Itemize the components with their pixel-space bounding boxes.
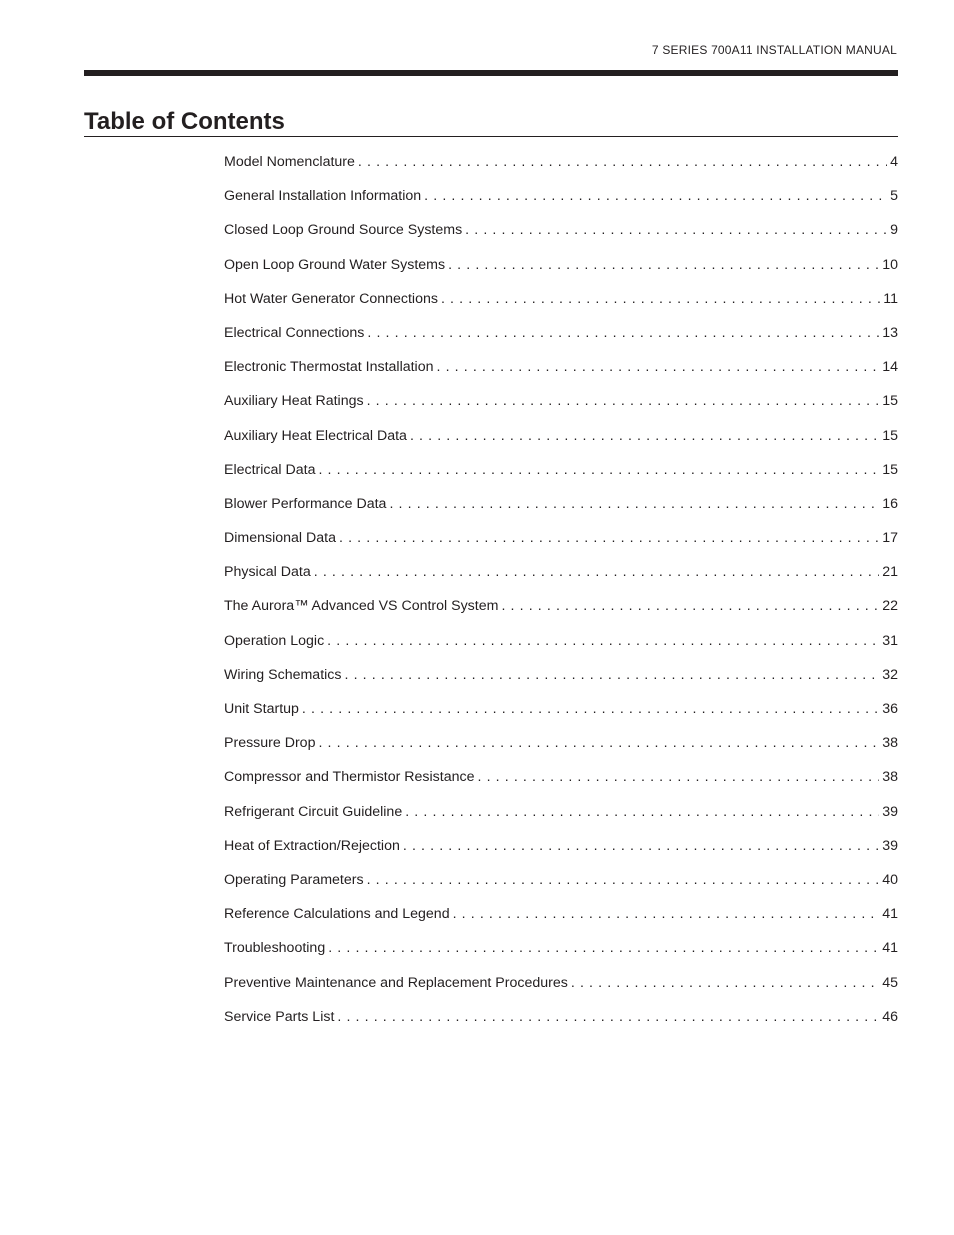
- toc-dot-leader: [453, 904, 880, 924]
- toc-entry-page-number: 32: [882, 666, 898, 683]
- toc-entry-label: Physical Data: [224, 564, 311, 581]
- toc-dot-leader: [437, 357, 880, 377]
- toc-entry[interactable]: [224, 904, 898, 938]
- toc-entry[interactable]: [224, 220, 898, 254]
- toc-entry-page-number: 31: [882, 632, 898, 649]
- toc-entry[interactable]: [224, 562, 898, 596]
- toc-entry-page-number: 9: [890, 222, 898, 239]
- toc-dot-leader: [302, 699, 879, 719]
- toc-entry-page-number: 36: [882, 701, 898, 717]
- toc-entry[interactable]: [224, 323, 898, 357]
- toc-entry-label: Electronic Thermostat Installation: [224, 359, 434, 376]
- toc-entry-label: Open Loop Ground Water Systems: [224, 256, 446, 273]
- toc-dot-leader: [328, 938, 879, 958]
- toc-dot-leader: [465, 220, 887, 240]
- toc-entry-label: Blower Performance Data: [224, 495, 387, 512]
- toc-entry[interactable]: [224, 870, 898, 904]
- toc-entry-label: Model Nomenclature: [224, 154, 355, 170]
- toc-dot-leader: [389, 494, 879, 514]
- toc-entry-page-number: 16: [882, 495, 898, 512]
- toc-entry[interactable]: [224, 802, 898, 836]
- toc-dot-leader: [441, 289, 880, 309]
- toc-entry-label: Auxiliary Heat Electrical Data: [224, 427, 407, 444]
- toc-entry-label: Refrigerant Circuit Guideline: [224, 803, 403, 820]
- toc-entry-label: Unit Startup: [224, 701, 299, 717]
- toc-entry-page-number: 4: [890, 154, 898, 170]
- toc-entry[interactable]: [224, 494, 898, 528]
- toc-entry-page-number: 38: [882, 735, 898, 752]
- toc-entry[interactable]: [224, 152, 898, 186]
- toc-entry-page-number: 38: [882, 769, 898, 786]
- toc-entry-page-number: 10: [882, 256, 898, 273]
- title-block: [84, 108, 898, 137]
- toc-entry-label: Closed Loop Ground Source Systems: [224, 222, 463, 239]
- toc-entry[interactable]: [224, 938, 898, 972]
- toc-entry-label: Reference Calculations and Legend: [224, 906, 450, 923]
- toc-dot-leader: [314, 562, 879, 582]
- toc-entry[interactable]: [224, 973, 898, 1007]
- toc-entry[interactable]: [224, 391, 898, 425]
- toc-entry-page-number: 22: [882, 598, 898, 615]
- toc-entry-page-number: 5: [890, 188, 898, 205]
- toc-entry[interactable]: [224, 733, 898, 767]
- toc-dot-leader: [477, 767, 879, 787]
- toc-entry-label: Preventive Maintenance and Replacement Procedures: [224, 974, 568, 991]
- toc-entry-label: Electrical Data: [224, 461, 316, 478]
- toc-dot-leader: [337, 1007, 879, 1027]
- toc-entry[interactable]: [224, 836, 898, 870]
- toc-entry[interactable]: [224, 186, 898, 220]
- toc-dot-leader: [367, 323, 879, 343]
- toc-entry[interactable]: [224, 767, 898, 801]
- toc-entry[interactable]: [224, 289, 898, 323]
- toc-dot-leader: [344, 665, 879, 685]
- toc-dot-leader: [501, 596, 879, 616]
- toc-entry-label: General Installation Information: [224, 188, 422, 205]
- toc-entry[interactable]: [224, 631, 898, 665]
- toc-dot-leader: [403, 836, 879, 856]
- toc-entry[interactable]: [224, 1007, 898, 1041]
- toc-entry-page-number: 13: [882, 324, 898, 341]
- toc-entry-page-number: 46: [882, 1008, 898, 1025]
- toc-entry-label: Heat of Extraction/Rejection: [224, 837, 400, 854]
- toc-entry[interactable]: [224, 699, 898, 733]
- toc-dot-leader: [410, 426, 879, 446]
- toc-entry-page-number: 15: [882, 393, 898, 410]
- toc-entry-page-number: 45: [882, 974, 898, 991]
- header-rule: [84, 70, 898, 76]
- table-of-contents: [224, 152, 898, 1041]
- toc-entry[interactable]: [224, 665, 898, 699]
- toc-entry-label: Auxiliary Heat Ratings: [224, 393, 364, 410]
- toc-dot-leader: [318, 733, 879, 753]
- toc-entry-label: Electrical Connections: [224, 324, 365, 341]
- toc-entry-label: Operating Parameters: [224, 871, 364, 888]
- toc-entry-page-number: 39: [882, 837, 898, 854]
- toc-entry-page-number: 15: [882, 427, 898, 444]
- toc-entry[interactable]: [224, 255, 898, 289]
- toc-entry-page-number: 41: [882, 906, 898, 923]
- toc-dot-leader: [339, 528, 879, 548]
- toc-dot-leader: [448, 255, 879, 275]
- toc-entry-page-number: 11: [883, 290, 898, 307]
- toc-entry-label: Operation Logic: [224, 632, 325, 649]
- toc-entry-page-number: 40: [882, 871, 898, 888]
- toc-entry[interactable]: [224, 426, 898, 460]
- toc-entry-page-number: 39: [882, 803, 898, 820]
- toc-entry[interactable]: [224, 528, 898, 562]
- toc-entry-label: Troubleshooting: [224, 940, 326, 957]
- toc-dot-leader: [367, 391, 880, 411]
- toc-entry[interactable]: [224, 460, 898, 494]
- page-title: Table of Contents: [84, 108, 285, 135]
- toc-entry[interactable]: [224, 357, 898, 391]
- toc-dot-leader: [405, 802, 879, 822]
- toc-dot-leader: [424, 186, 887, 206]
- toc-entry-page-number: 21: [882, 564, 898, 581]
- toc-entry-label: Pressure Drop: [224, 735, 316, 752]
- toc-entry-label: Wiring Schematics: [224, 666, 342, 683]
- toc-entry-page-number: 41: [882, 940, 898, 957]
- running-header: 7 SERIES 700A11 INSTALLATION MANUAL: [651, 43, 897, 57]
- toc-dot-leader: [367, 870, 880, 890]
- toc-dot-leader: [327, 631, 879, 651]
- toc-entry-label: Hot Water Generator Connections: [224, 290, 438, 307]
- toc-entry-page-number: 14: [882, 359, 898, 376]
- toc-entry-label: Service Parts List: [224, 1008, 335, 1025]
- toc-entry[interactable]: [224, 596, 898, 630]
- toc-dot-leader: [358, 152, 887, 172]
- toc-entry-page-number: 15: [882, 461, 898, 478]
- toc-dot-leader: [571, 973, 879, 993]
- toc-entry-page-number: 17: [882, 530, 898, 547]
- toc-dot-leader: [318, 460, 879, 480]
- toc-entry-label: The Aurora™ Advanced VS Control System: [224, 598, 499, 615]
- toc-entry-label: Compressor and Thermistor Resistance: [224, 769, 475, 786]
- toc-entry-label: Dimensional Data: [224, 530, 336, 547]
